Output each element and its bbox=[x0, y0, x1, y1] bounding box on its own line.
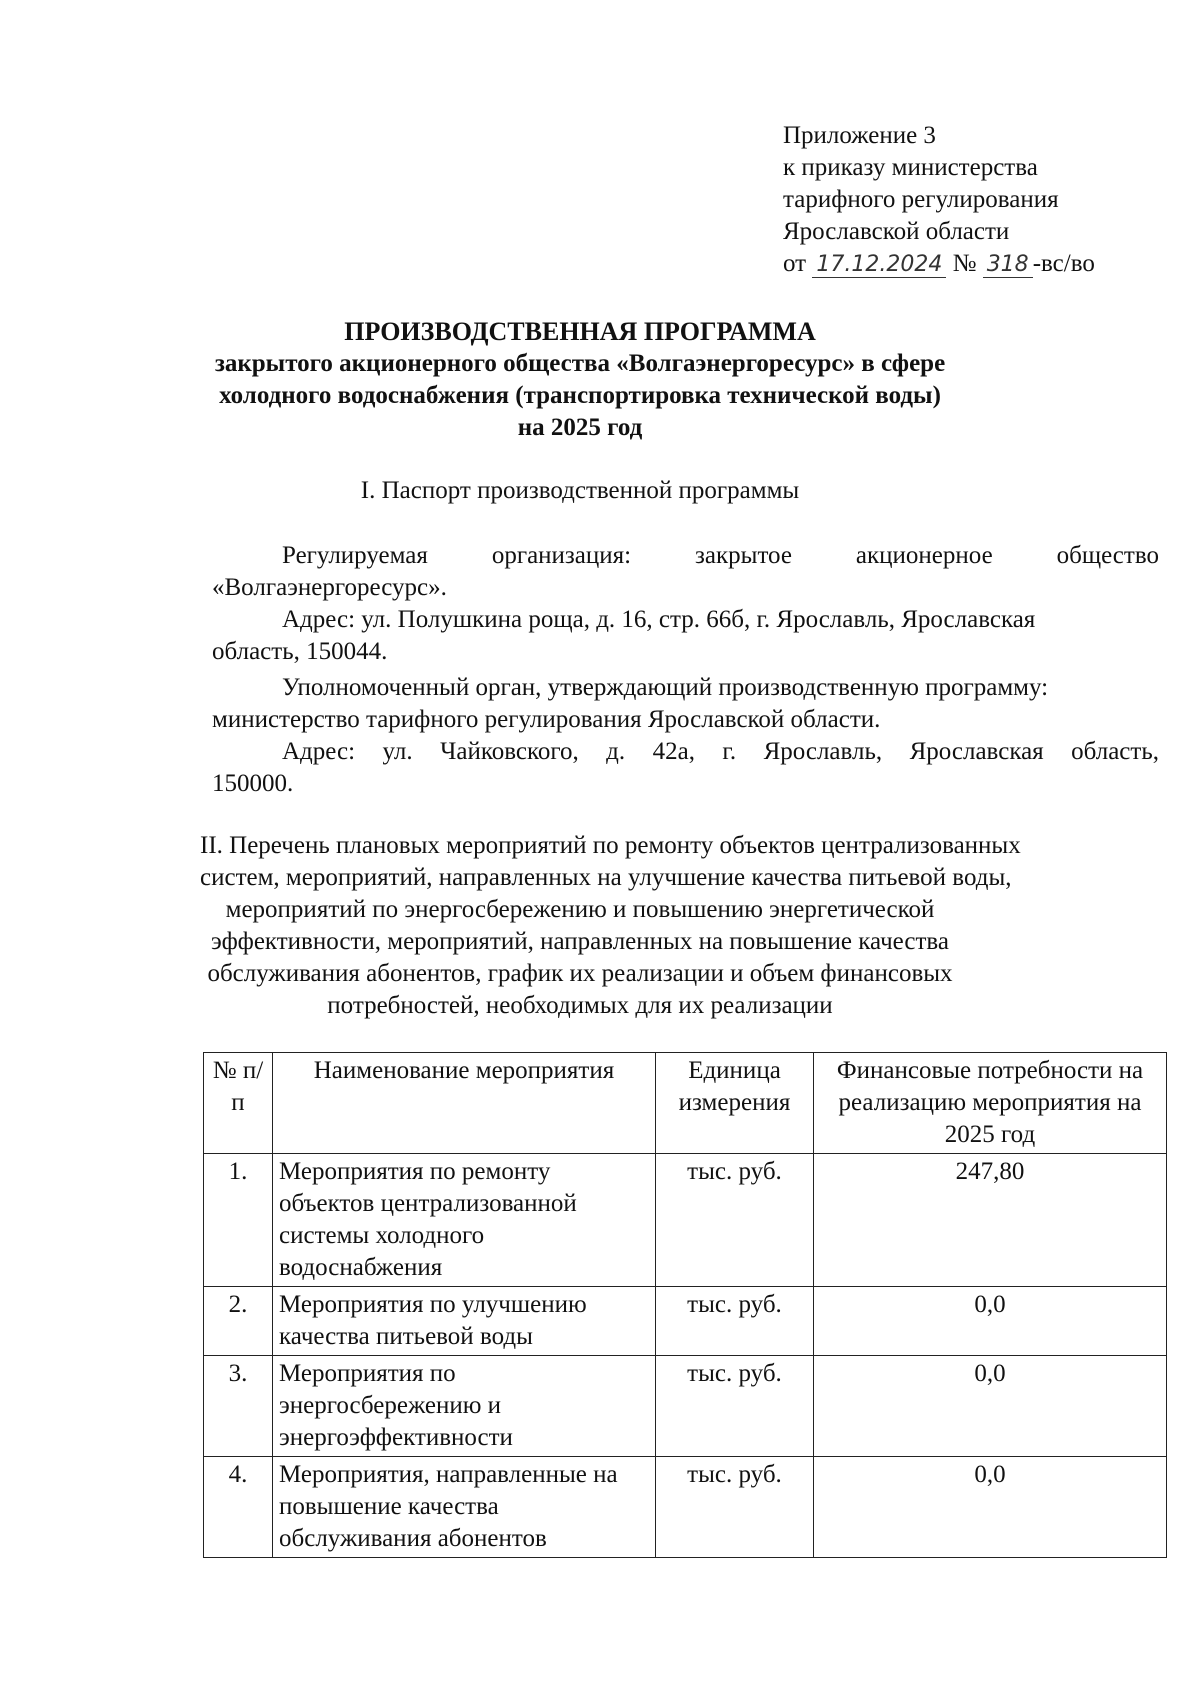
text-word: Ярославская bbox=[909, 738, 1044, 765]
title-line: холодного водоснабжения (транспортировка технической воды) bbox=[219, 382, 941, 409]
text-word: общество bbox=[1056, 542, 1159, 569]
text-word: Адрес: bbox=[282, 738, 356, 765]
text-word: д. bbox=[606, 738, 626, 765]
from-label: от bbox=[783, 250, 807, 277]
row-value: 0,0 bbox=[814, 1356, 1167, 1457]
title-line: систем, мероприятий, направленных на улучшение качества питьевой воды, bbox=[200, 864, 1012, 891]
text-word: акционерное bbox=[855, 542, 993, 569]
header-finance: Финансовые потребности на реализацию мероприятия на 2025 год bbox=[814, 1053, 1167, 1154]
authority-address bbox=[212, 736, 1159, 800]
text-line: Адрес: ул. Полушкина роща, д. 16, стр. 66б, г. Ярославль, Ярославская bbox=[282, 606, 1036, 633]
row-unit: тыс. руб. bbox=[656, 1356, 814, 1457]
appendix-line: Приложение 3 bbox=[783, 122, 936, 149]
row-name: Мероприятия, направленные на повышение качества обслуживания абонентов bbox=[273, 1457, 656, 1558]
text-word: Ярославль, bbox=[763, 738, 883, 765]
title-main: ПРОИЗВОДСТВЕННАЯ ПРОГРАММА bbox=[344, 317, 816, 346]
order-date-number bbox=[783, 248, 1183, 281]
text-line: «Волгаэнергоресурс». bbox=[212, 574, 447, 601]
row-num: 2. bbox=[204, 1287, 273, 1356]
row-name: Мероприятия по улучшению качества питьевой воды bbox=[273, 1287, 656, 1356]
title-line: на 2025 год bbox=[517, 414, 643, 441]
row-value: 247,80 bbox=[814, 1154, 1167, 1287]
row-unit: тыс. руб. bbox=[656, 1154, 814, 1287]
row-value: 0,0 bbox=[814, 1287, 1167, 1356]
program-title bbox=[200, 316, 960, 444]
table-row bbox=[204, 1287, 1167, 1356]
text-line: область, 150044. bbox=[212, 638, 388, 665]
text-word: 42а, bbox=[652, 738, 695, 765]
measures-table bbox=[203, 1052, 1167, 1558]
table-row bbox=[204, 1457, 1167, 1558]
text-word: область, bbox=[1071, 738, 1159, 765]
authorized-body bbox=[212, 672, 1159, 736]
row-num: 1. bbox=[204, 1154, 273, 1287]
text-word: ул. bbox=[382, 738, 413, 765]
section-2-title bbox=[200, 830, 1021, 1022]
header-num: № п/п bbox=[204, 1053, 273, 1154]
handwritten-number: 318 bbox=[983, 252, 1033, 278]
text-line: Уполномоченный орган, утверждающий производственную программу: bbox=[282, 674, 1049, 701]
order-suffix: -вс/во bbox=[1032, 250, 1095, 277]
row-num: 4. bbox=[204, 1457, 273, 1558]
title-line: эффективности, мероприятий, направленных на повышение качества bbox=[211, 928, 949, 955]
text-word: Регулируемая bbox=[282, 542, 428, 569]
text-line: министерство тарифного регулирования Ярославской области. bbox=[212, 706, 881, 733]
row-name: Мероприятия по энергосбережению и энергоэффективности bbox=[273, 1356, 656, 1457]
row-name: Мероприятия по ремонту объектов централизованной системы холодного водоснабжения bbox=[273, 1154, 656, 1287]
row-num: 3. bbox=[204, 1356, 273, 1457]
organization-address bbox=[212, 604, 1159, 668]
title-line: мероприятий по энергосбережению и повышению энергетической bbox=[225, 896, 935, 923]
table-row bbox=[204, 1154, 1167, 1287]
appendix-line: Ярославской области bbox=[783, 218, 1010, 245]
table-header-row bbox=[204, 1053, 1167, 1154]
section-1-title: I. Паспорт производственной программы bbox=[360, 477, 800, 504]
handwritten-date: 17.12.2024 bbox=[812, 252, 946, 278]
row-unit: тыс. руб. bbox=[656, 1457, 814, 1558]
text-word: Чайковского, bbox=[440, 738, 579, 765]
regulated-organization bbox=[212, 540, 1159, 604]
appendix-line: к приказу министерства bbox=[783, 154, 1038, 181]
text-word: организация: bbox=[491, 542, 632, 569]
text-line: 150000. bbox=[212, 770, 294, 797]
appendix-line: тарифного регулирования bbox=[783, 186, 1059, 213]
text-word: закрытое bbox=[695, 542, 792, 569]
title-line: закрытого акционерного общества «Волгаэнергоресурс» в сфере bbox=[214, 350, 946, 377]
row-unit: тыс. руб. bbox=[656, 1287, 814, 1356]
title-line: потребностей, необходимых для их реализации bbox=[327, 992, 833, 1019]
title-line: II. Перечень плановых мероприятий по ремонту объектов централизованных bbox=[200, 832, 1021, 859]
text-word: г. bbox=[722, 738, 737, 765]
header-unit: Единица измерения bbox=[656, 1053, 814, 1154]
row-value: 0,0 bbox=[814, 1457, 1167, 1558]
title-line: обслуживания абонентов, график их реализации и объем финансовых bbox=[207, 960, 953, 987]
table-row bbox=[204, 1356, 1167, 1457]
header-name: Наименование мероприятия bbox=[273, 1053, 656, 1154]
number-label: № bbox=[952, 250, 977, 277]
appendix-header bbox=[783, 120, 1183, 281]
